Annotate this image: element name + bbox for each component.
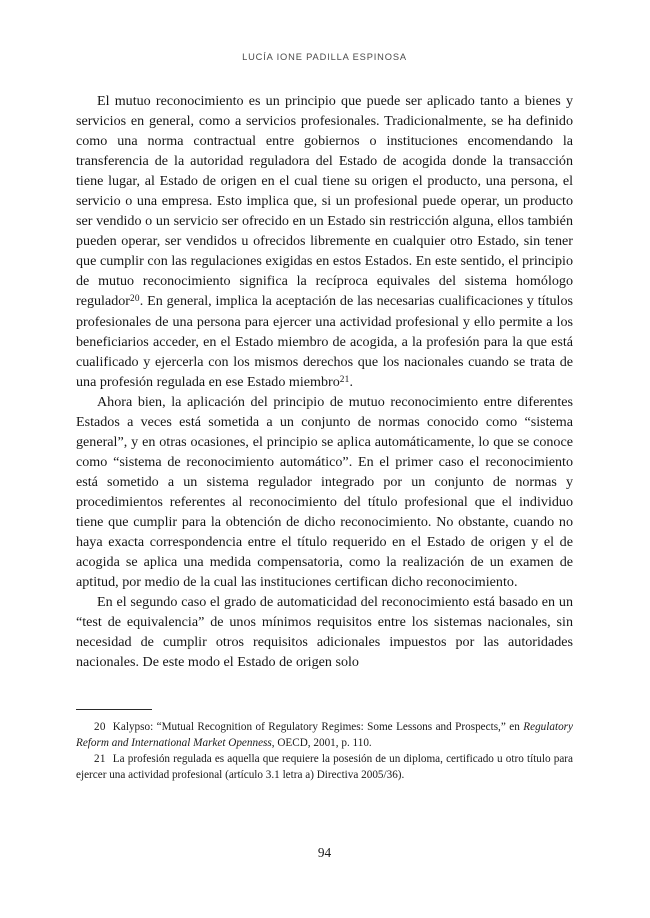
footnote-21-number: 21 xyxy=(94,753,106,766)
running-head: LUCÍA IONE PADILLA ESPINOSA xyxy=(242,52,407,62)
paragraph-1 xyxy=(76,91,573,392)
footnote-reference-21[interactable]: 21 xyxy=(339,374,350,385)
footnote-separator-rule xyxy=(76,709,152,710)
footnote-21-text: La profesión regulada es aquella que requiere la posesión de un diploma, certificado u otro título para ejercer una actividad profesional (artículo 3.1 letra a) Directiva 2005/36). xyxy=(76,753,573,782)
page-number: 94 xyxy=(317,845,332,860)
footnote-20-number: 20 xyxy=(94,721,106,733)
footnotes-block xyxy=(76,709,573,783)
paragraph-1-text-middle: . En general, implica la aceptación de las necesarias cualificaciones y títulos profesionales de una persona para ejercer una actividad profesional y ello permite a los beneficiarios acceder, en el Estado miembro de acogida, a la profesión para la que está cualificado y ejercerla con los mismos derechos que los nacionales cuando se trata de una profesión regulada en ese Estado miembro xyxy=(76,293,573,390)
body-text-block xyxy=(76,91,573,672)
paragraph-2: Ahora bien, la aplicación del principio de mutuo reconocimiento entre diferentes Estados a veces está sometida a un conjunto de normas conocido como “sistema general”, y en otras ocasiones, el principio se aplica automáticamente, lo que se conoce como “sistema de reconocimiento automático”. En el primer caso el reconocimiento está sometido a un sistema regulador integrado por un conjunto de normas y procedimientos referentes al reconocimiento del título profesional que el individuo tiene que cumplir para la obtención de dicho reconocimiento. No obstante, cuando no haya exacta correspondencia entre el título requerido en el Estado de origen y el de acogida se aplica una medida compensatoria, como la realización de un examen de aptitud, por medio de la cual las instituciones certifican dicho reconocimiento. xyxy=(76,393,573,591)
paragraph-1-text-after-ref: . xyxy=(349,373,354,390)
paragraph-3: En el segundo caso el grado de automaticidad del reconocimiento está basado en un “test de equivalencia” de unos mínimos requisitos entre los sistemas nacionales, sin necesidad de cumplir otros requisitos adicionales impuestos por las autoridades nacionales. De este modo el Estado de origen solo xyxy=(76,594,573,671)
footnote-20-text-after-italic: , OECD, 2001, p. 110. xyxy=(271,737,372,750)
footnote-reference-20[interactable]: 20 xyxy=(130,294,140,305)
footnote-21 xyxy=(76,751,573,783)
footnote-20-text-before-italic: Kalypso: “Mutual Recognition of Regulatory Regimes: Some Lessons and Prospects,” en xyxy=(112,721,524,733)
paragraph-1-text-before-ref: El mutuo reconocimiento es un principio que puede ser aplicado tanto a bienes y servicios en general, como a servicios profesionales. Tradicionalmente, se ha definido como una norma contractual entre gobiernos o instituciones encomendando la transferencia de la autoridad reguladora del Estado de acogida donde la transacción tiene lugar, al Estado de origen en el cual tiene su origen el producto, una persona, el servicio o una empresa. Esto implica que, si un profesional puede operar, un producto ser vendido o un servicio ser ofrecido en un Estado sin restricción alguna, ellos también pueden operar, ser vendidos u ofrecidos libremente en cualquier otro Estado, sin tener que cumplir con las regulaciones exigidas en estos Estados. En este sentido, el principio de mutuo reconocimiento significa la recíproca equivales del sistema homólogo regulador xyxy=(76,93,573,310)
footnote-20 xyxy=(76,719,573,751)
footnote-20-italic-title: Regulatory Reform and International Market Openness xyxy=(76,721,573,750)
